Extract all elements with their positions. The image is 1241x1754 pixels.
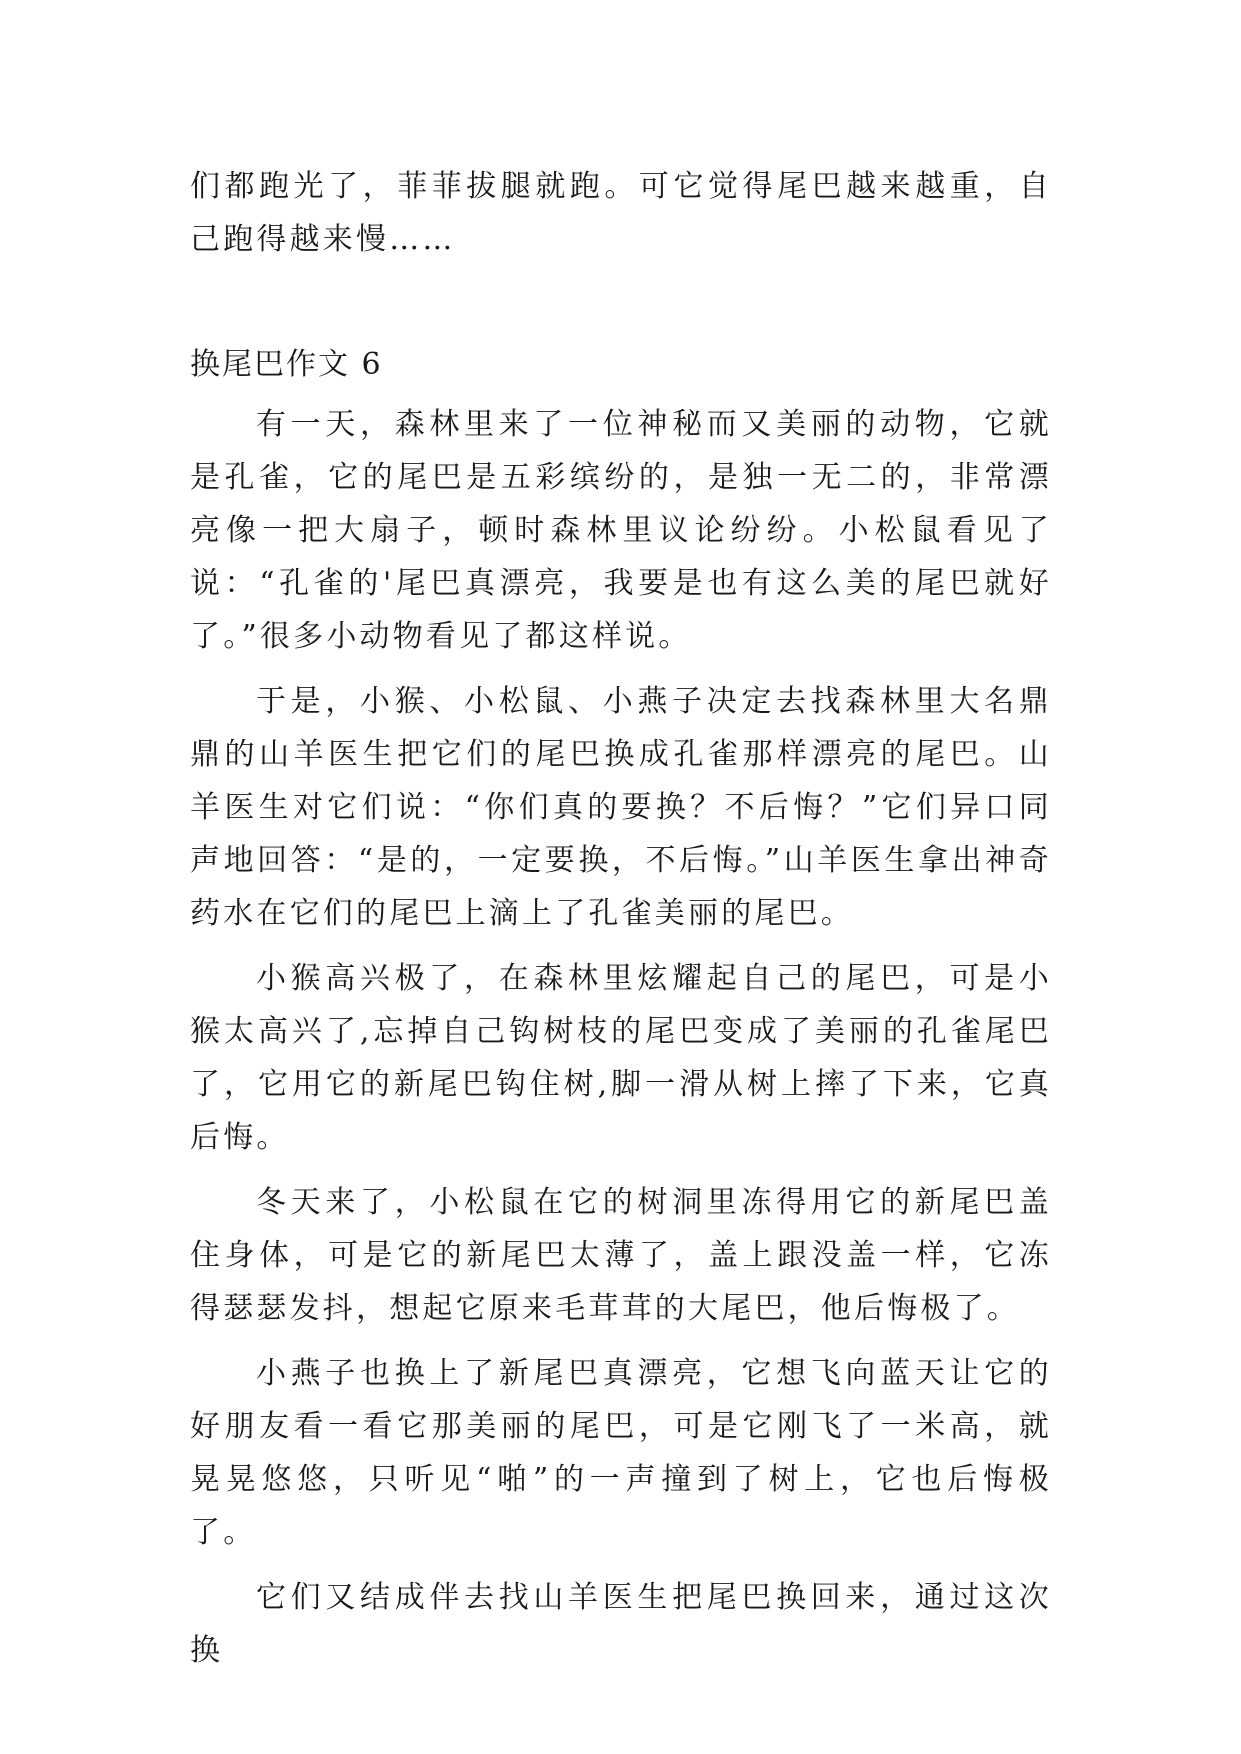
paragraph: 于是，小猴、小松鼠、小燕子决定去找森林里大名鼎鼎的山羊医生把它们的尾巴换成孔雀那样漂亮的尾巴。山羊医生对它们说：“你们真的要换？不后悔？”它们异口同声地回答：“是的，一定要换，不后悔。”山羊医生拿出神奇药水在它们的尾巴上滴上了孔雀美丽的尾巴。: [190, 684, 1052, 931]
continuation-paragraph: [190, 160, 1052, 266]
paragraph: 有一天，森林里来了一位神秘而又美丽的动物，它就是孔雀，它的尾巴是五彩缤纷的，是独一无二的，非常漂亮像一把大扇子，顿时森林里议论纷纷。小松鼠看见了说：“孔雀的'尾巴真漂亮，我要是也有这么美的尾巴就好了。”很多小动物看见了都这样说。: [190, 407, 1052, 654]
continuation-text: 们都跑光了，菲菲拔腿就跑。可它觉得尾巴越来越重，自己跑得越来慢……: [190, 169, 1052, 257]
paragraph: 冬天来了，小松鼠在它的树洞里冻得用它的新尾巴盖住身体，可是它的新尾巴太薄了，盖上跟没盖一样，它冻得瑟瑟发抖，想起它原来毛茸茸的大尾巴，他后悔极了。: [190, 1185, 1052, 1326]
section-title: 换尾巴作文 6: [190, 347, 383, 382]
paragraph: 小燕子也换上了新尾巴真漂亮，它想飞向蓝天让它的好朋友看一看它那美丽的尾巴，可是它刚飞了一米高，就晃晃悠悠，只听见“啪”的一声撞到了树上，它也后悔极了。: [190, 1356, 1052, 1550]
paragraph: 它们又结成伴去找山羊医生把尾巴换回来，通过这次换: [190, 1580, 1052, 1668]
paragraph: 小猴高兴极了，在森林里炫耀起自己的尾巴，可是小猴太高兴了,忘掉自己钩树枝的尾巴变成了美丽的孔雀尾巴了，它用它的新尾巴钩住树,脚一滑从树上摔了下来，它真后悔。: [190, 961, 1052, 1155]
essay-body: [190, 398, 1052, 1689]
